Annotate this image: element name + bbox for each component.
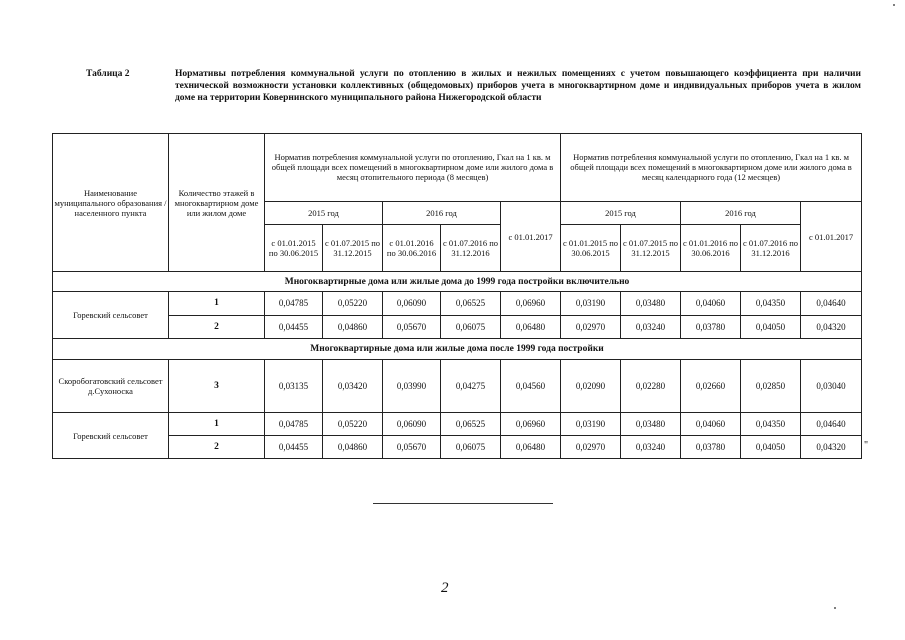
table-cell: 0,04050 <box>741 315 801 338</box>
table-cell: 0,02280 <box>621 360 681 413</box>
table-cell: 0,02660 <box>681 360 741 413</box>
table-cell: 0,03040 <box>801 360 862 413</box>
floors-value: 1 <box>169 413 265 435</box>
table-cell: 0,06480 <box>501 435 561 458</box>
table-row <box>53 292 862 315</box>
header-year-2015: 2015 год <box>561 201 681 224</box>
table-cell: 0,06960 <box>501 413 561 435</box>
table-cell: 0,04320 <box>801 315 862 338</box>
table-cell: 0,03190 <box>561 292 621 315</box>
header-period: с 01.01.2016 по 30.06.2016 <box>383 225 441 272</box>
table-cell: 0,06075 <box>441 315 501 338</box>
section-after-1999: Многоквартирные дома или жилые дома после 1999 года постройки <box>53 338 862 359</box>
table-cell: 0,04350 <box>741 292 801 315</box>
header-period: с 01.01.2015 по 30.06.2015 <box>265 225 323 272</box>
table-cell: 0,03240 <box>621 435 681 458</box>
table-cell: 0,06090 <box>383 413 441 435</box>
municipality-name: Горевский сельсовет <box>53 413 169 459</box>
table-row <box>53 360 862 413</box>
table-cell: 0,03420 <box>323 360 383 413</box>
table-cell: 0,02970 <box>561 435 621 458</box>
table-cell: 0,04455 <box>265 315 323 338</box>
table-title: Нормативы потребления коммунальной услуги по отоплению в жилых и нежилых помещениях с учетом повышающего коэффициента при наличии технической возможности установки коллективных (общедомовых) приборов учета в многоквартирном доме и индивидуальных приборов учета в жилом доме на территории Ковернинского муниципального района Нижегородской области <box>175 69 861 103</box>
table-cell: 0,04640 <box>801 292 862 315</box>
table-label: Таблица 2 <box>86 69 130 79</box>
floors-value: 1 <box>169 292 265 315</box>
table-cell: 0,02850 <box>741 360 801 413</box>
table-cell: 0,06525 <box>441 413 501 435</box>
table-cell: 0,04050 <box>741 435 801 458</box>
section-before-1999: Многоквартирные дома или жилые дома до 1999 года постройки включительно <box>53 272 862 292</box>
table-cell: 0,02090 <box>561 360 621 413</box>
scan-speck <box>834 607 836 609</box>
table-cell: 0,04275 <box>441 360 501 413</box>
header-period: с 01.07.2016 по 31.12.2016 <box>441 225 501 272</box>
table-cell: 0,06090 <box>383 292 441 315</box>
table-row <box>53 413 862 435</box>
table-cell: 0,04860 <box>323 315 383 338</box>
separator-line <box>373 503 553 504</box>
closing-quote: " <box>864 440 869 451</box>
header-period: с 01.01.2016 по 30.06.2016 <box>681 225 741 272</box>
table-cell: 0,03990 <box>383 360 441 413</box>
table-cell: 0,04560 <box>501 360 561 413</box>
table-cell: 0,03480 <box>621 413 681 435</box>
norms-table <box>52 133 862 459</box>
table-cell: 0,06960 <box>501 292 561 315</box>
scan-speck <box>893 4 895 6</box>
table-cell: 0,04060 <box>681 292 741 315</box>
floors-value: 2 <box>169 315 265 338</box>
table-cell: 0,05220 <box>323 413 383 435</box>
table-cell: 0,04860 <box>323 435 383 458</box>
header-from-2017: с 01.01.2017 <box>801 201 862 271</box>
table-cell: 0,04350 <box>741 413 801 435</box>
table-cell: 0,04320 <box>801 435 862 458</box>
header-name: Наименование муниципального образования / населенного пункта <box>53 134 169 272</box>
table-cell: 0,06075 <box>441 435 501 458</box>
header-8-months: Норматив потребления коммунальной услуги по отоплению, Гкал на 1 кв. м общей площади всех помещений в многоквартирном доме или жилого дома в месяц отопительного периода (8 месяцев) <box>265 134 561 202</box>
page-number: 2 <box>441 580 449 596</box>
table-cell: 0,03780 <box>681 315 741 338</box>
floors-value: 2 <box>169 435 265 458</box>
header-period: с 01.07.2016 по 31.12.2016 <box>741 225 801 272</box>
table-cell: 0,05220 <box>323 292 383 315</box>
header-period: с 01.07.2015 по 31.12.2015 <box>621 225 681 272</box>
header-12-months: Норматив потребления коммунальной услуги по отоплению, Гкал на 1 кв. м общей площади всех помещений в многоквартирном доме или жилого дома в месяц календарного года (12 месяцев) <box>561 134 862 202</box>
municipality-name: Горевский сельсовет <box>53 292 169 339</box>
table-row <box>53 435 862 458</box>
table-cell: 0,04455 <box>265 435 323 458</box>
table-cell: 0,03190 <box>561 413 621 435</box>
table-cell: 0,05670 <box>383 435 441 458</box>
municipality-name: Скоробогатовский сельсовет д.Сухоноска <box>53 360 169 413</box>
table-cell: 0,04785 <box>265 413 323 435</box>
header-from-2017: с 01.01.2017 <box>501 201 561 271</box>
table-cell: 0,04060 <box>681 413 741 435</box>
table-cell: 0,03240 <box>621 315 681 338</box>
table-cell: 0,03480 <box>621 292 681 315</box>
table-cell: 0,05670 <box>383 315 441 338</box>
table-cell: 0,06525 <box>441 292 501 315</box>
header-year-2015: 2015 год <box>265 201 383 224</box>
header-floors: Количество этажей в многоквартирном доме или жилом доме <box>169 134 265 272</box>
header-period: с 01.01.2015 по 30.06.2015 <box>561 225 621 272</box>
table-cell: 0,03135 <box>265 360 323 413</box>
header-year-2016: 2016 год <box>681 201 801 224</box>
table-cell: 0,03780 <box>681 435 741 458</box>
header-year-2016: 2016 год <box>383 201 501 224</box>
table-cell: 0,04785 <box>265 292 323 315</box>
table-cell: 0,02970 <box>561 315 621 338</box>
table-cell: 0,04640 <box>801 413 862 435</box>
header-period: с 01.07.2015 по 31.12.2015 <box>323 225 383 272</box>
table-cell: 0,06480 <box>501 315 561 338</box>
table-row <box>53 315 862 338</box>
floors-value: 3 <box>169 360 265 413</box>
